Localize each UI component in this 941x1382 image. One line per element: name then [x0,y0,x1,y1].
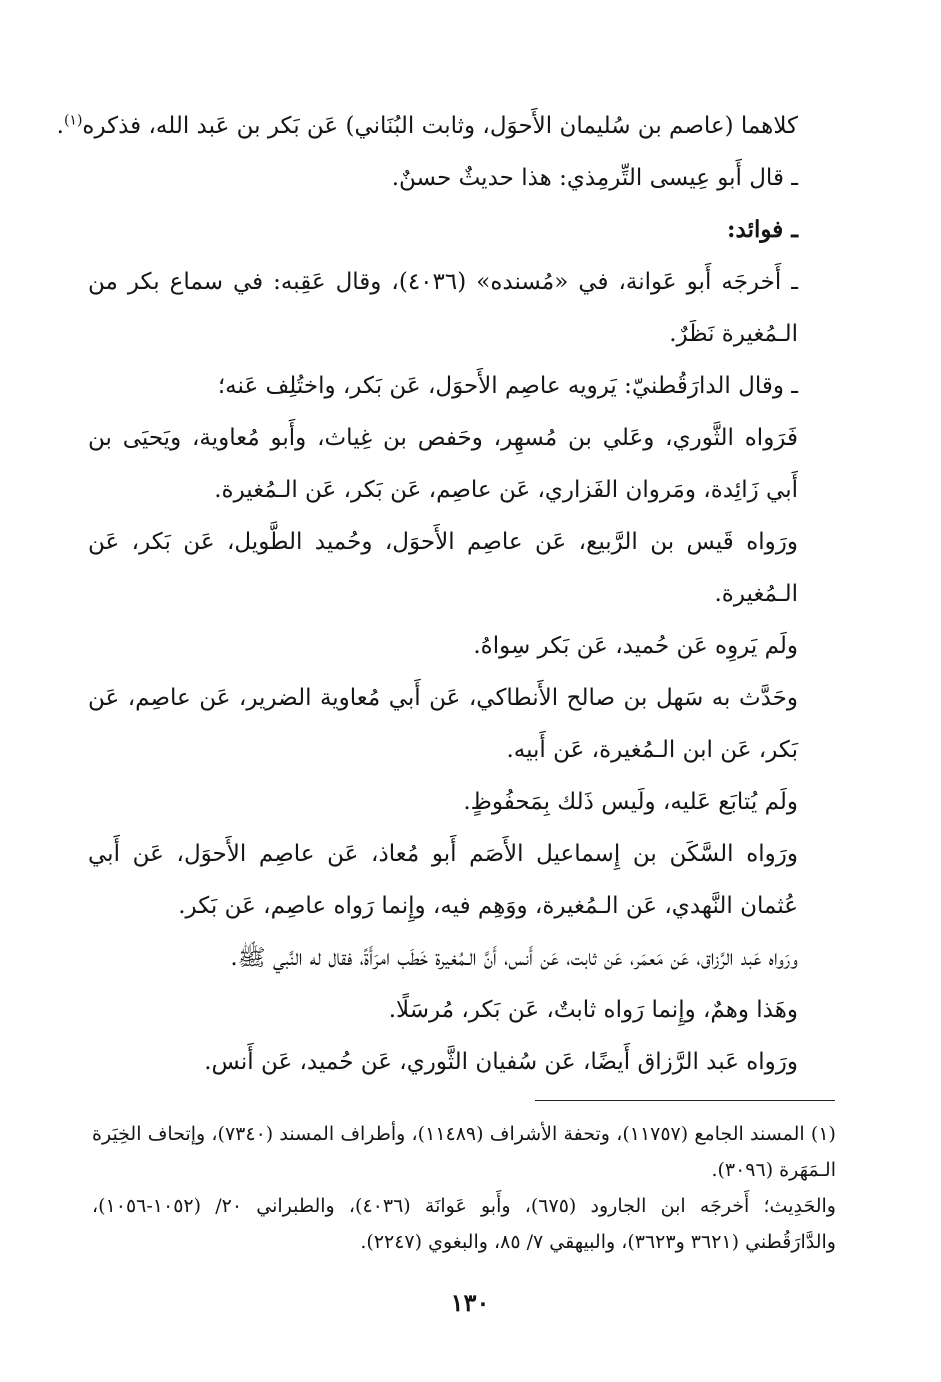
paragraph-12: ورَواه عَبد الرَّزاق، عَن مَعمَر، عَن ثابت، عَن أَنس، أَنَّ الـمُغيرة خَطَب امرَأَةً، فقال له النَّبي ﷺ. [230,945,798,971]
paragraph-14: ورَواه عَبد الرَّزاق أَيضًا، عَن سُفيان الثَّوري، عَن حُميد، عَن أَنس. [204,1049,798,1075]
paragraph-8: ولَم يَروِه عَن حُميد، عَن بَكر سِواهُ. [473,633,798,659]
paragraph-1-end: . [56,113,64,139]
paragraph-10: ولَم يُتابَع عَليه، ولَيس ذَلك بِمَحفُوظٍ. [463,789,798,815]
paragraph-11: ورَواه السَّكَن بن إِسماعيل الأَصَم أَبو مُعاذ، عَن عاصِم الأَحوَل، عَن أَبي عُثمان النَّهدي، عَن الـمُغيرة، ووَهِم فيه، وإِنما رَواه عاصِم، عَن بَكر. [88,841,798,919]
footnote-1: (١) المسند الجامع (١١٧٥٧)، وتحفة الأشراف (١١٤٨٩)، وأطراف المسند (٧٣٤٠)، وإتحاف الخِيَرة الـمَهَرة (٣٠٩٦). [92,1123,836,1181]
paragraph-7: ورَواه قَيس بن الرَّبيع، عَن عاصِم الأَحوَل، وحُميد الطَّويل، عَن بَكر، عَن الـمُغيرة. [88,529,798,607]
paragraph-2: ـ قال أَبو عِيسى التِّرمِذي: هذا حديثٌ حسنٌ. [391,165,798,191]
paragraph-13: وهَذا وهمٌ، وإِنما رَواه ثابتٌ، عَن بَكر، مُرسَلًا. [388,997,798,1023]
paragraph-9: وحَدَّث به سَهل بن صالح الأَنطاكي، عَن أَبي مُعاوية الضرير، عَن عاصِم، عَن بَكر، عَن ابن الـمُغيرة، عَن أَبيه. [88,685,798,763]
paragraph-5: ـ وقال الدارَقُطنيّ: يَرويه عاصِم الأَحوَل، عَن بَكر، واختُلِف عَنه؛ [217,373,798,399]
main-text [56,100,838,1088]
paragraph-1-text: كلاهما (عاصم بن سُليمان الأَحوَل، وثابت البُنَاني) عَن بَكر بن عَبد الله، فذكره [82,113,798,139]
paragraph-1 [56,100,838,152]
footnote-2: والحَدِيث؛ أَخرجَه ابن الجارود (٦٧٥)، وأَبو عَوانَة (٤٠٣٦)، والطبراني ٢٠/ (١٠٥٢-١٠٥٦)، والدَّارَقُطني (٣٦٢١ و٣٦٢٣)، والبيهقي ٧/ ٨٥، والبغوي (٢٢٤٧). [92,1195,836,1253]
page-number: ١٣٠ [450,1288,490,1317]
paragraph-6: فَرَواه الثَّوري، وعَلي بن مُسهِر، وحَفص بن غِياث، وأَبو مُعاوية، ويَحيَى بن أَبي زَائِدة، ومَروان الفَزاري، عَن عاصِم، عَن بَكر، عَن الـمُغيرة. [88,425,798,503]
footnotes [92,1116,836,1260]
footnote-ref-1[interactable]: (١) [63,112,83,129]
section-heading-fawaid: ـ فوائد: [727,216,798,243]
footnote-divider [535,1100,835,1101]
paragraph-4: ـ أَخرجَه أَبو عَوانة، في «مُسنده» (٤٠٣٦)، وقال عَقِبه: في سماع بكر من الـمُغيرة نَظَرٌ. [88,269,798,347]
